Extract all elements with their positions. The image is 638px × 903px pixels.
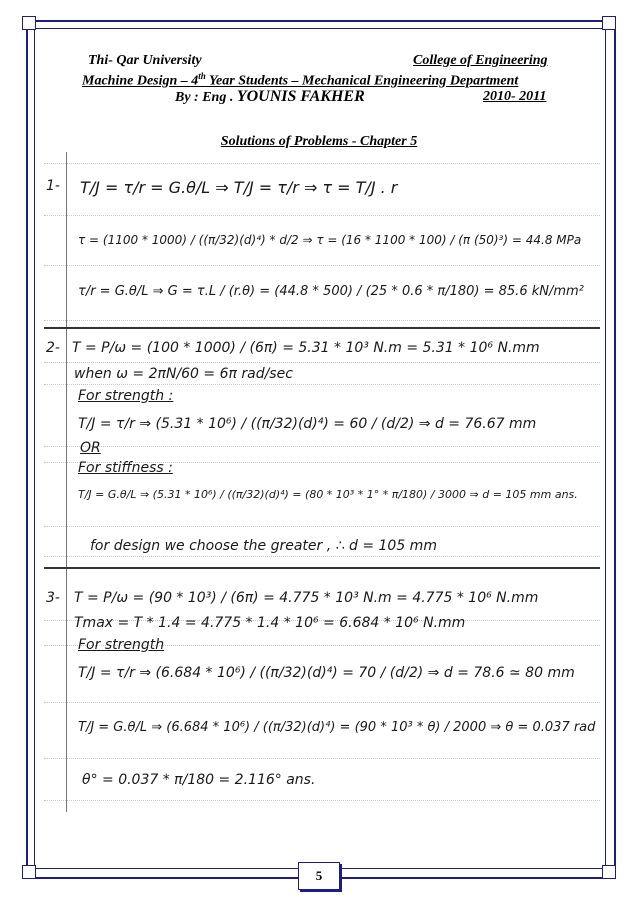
header-course bbox=[82, 71, 518, 90]
page-number: 5 bbox=[298, 862, 340, 890]
header-author-name: YOUNIS FAKHER bbox=[236, 88, 365, 105]
problem-3-number: 3- bbox=[46, 590, 60, 606]
problem-1-line-1: T/J = τ/r = G.θ/L ⇒ T/J = τ/r ⇒ τ = T/J . r bbox=[80, 178, 398, 197]
header-years: 2010- 2011 bbox=[483, 89, 547, 104]
border-corner-top-right bbox=[602, 16, 616, 30]
problem-2-line-5: OR bbox=[80, 440, 101, 456]
problem-3-line-5: T/J = G.θ/L ⇒ (6.684 * 10⁶) / ((π/32)(d)⁴) = (90 * 10³ * θ) / 2000 ⇒ θ = 0.037 rad bbox=[78, 720, 596, 735]
header-course-sup: th bbox=[198, 71, 206, 81]
header-university: Thi- Qar University bbox=[88, 53, 202, 68]
header-author-prefix: By : Eng . bbox=[175, 90, 237, 105]
header-course-suffix: Year Students – Mechanical Engineering Department bbox=[205, 73, 519, 89]
problem-3-line-1: T = P/ω = (90 * 10³) / (6π) = 4.775 * 10³ N.m = 4.775 * 10⁶ N.mm bbox=[74, 590, 539, 606]
problem-3-line-6: θ° = 0.037 * π/180 = 2.116° ans. bbox=[82, 772, 316, 788]
page-heading: Solutions of Problems - Chapter 5 bbox=[220, 134, 418, 149]
problem-2-line-7: T/J = G.θ/L ⇒ (5.31 * 10⁶) / ((π/32)(d)⁴) = (80 * 10³ * 1° * π/180) / 3000 ⇒ d = 105 mm ans. bbox=[78, 488, 578, 501]
border-corner-top-left bbox=[22, 16, 36, 30]
border-corner-bottom-right bbox=[602, 865, 616, 879]
separator-2 bbox=[44, 567, 600, 569]
problem-3-line-4: T/J = τ/r ⇒ (6.684 * 10⁶) / ((π/32)(d)⁴) = 70 / (d/2) ⇒ d = 78.6 ≃ 80 mm bbox=[78, 665, 575, 681]
problem-2-line-1: T = P/ω = (100 * 1000) / (6π) = 5.31 * 10³ N.m = 5.31 * 10⁶ N.mm bbox=[72, 340, 540, 356]
problem-1-line-3: τ/r = G.θ/L ⇒ G = τ.L / (r.θ) = (44.8 * 500) / (25 * 0.6 * π/180) = 85.6 kN/mm² bbox=[78, 284, 584, 299]
problem-2-line-8: for design we choose the greater , ∴ d = 105 mm bbox=[90, 538, 437, 554]
problem-3-line-2: Tmax = T * 1.4 = 4.775 * 1.4 * 10⁶ = 6.684 * 10⁶ N.mm bbox=[74, 615, 466, 631]
problem-1-number: 1- bbox=[46, 178, 60, 194]
margin-line bbox=[66, 152, 67, 812]
problem-2-line-4: T/J = τ/r ⇒ (5.31 * 10⁶) / ((π/32)(d)⁴) = 60 / (d/2) ⇒ d = 76.67 mm bbox=[78, 416, 537, 432]
header-course-prefix: Machine Design – 4 bbox=[82, 73, 199, 89]
problem-2-line-6: For stiffness : bbox=[78, 460, 173, 476]
problem-2-number: 2- bbox=[46, 340, 60, 356]
header-author bbox=[175, 88, 365, 106]
border-corner-bottom-left bbox=[22, 865, 36, 879]
page-border-inner bbox=[34, 28, 606, 869]
problem-2-line-2: when ω = 2πN/60 = 6π rad/sec bbox=[74, 366, 293, 382]
header-college: College of Engineering bbox=[413, 53, 548, 68]
problem-1-line-2: τ = (1100 * 1000) / ((π/32)(d)⁴) * d/2 ⇒ τ = (16 * 1100 * 100) / (π (50)³) = 44.8 MPa bbox=[78, 233, 582, 247]
problem-2-line-3: For strength : bbox=[78, 388, 174, 404]
separator-1 bbox=[44, 327, 600, 329]
problem-3-line-3: For strength bbox=[78, 637, 165, 653]
